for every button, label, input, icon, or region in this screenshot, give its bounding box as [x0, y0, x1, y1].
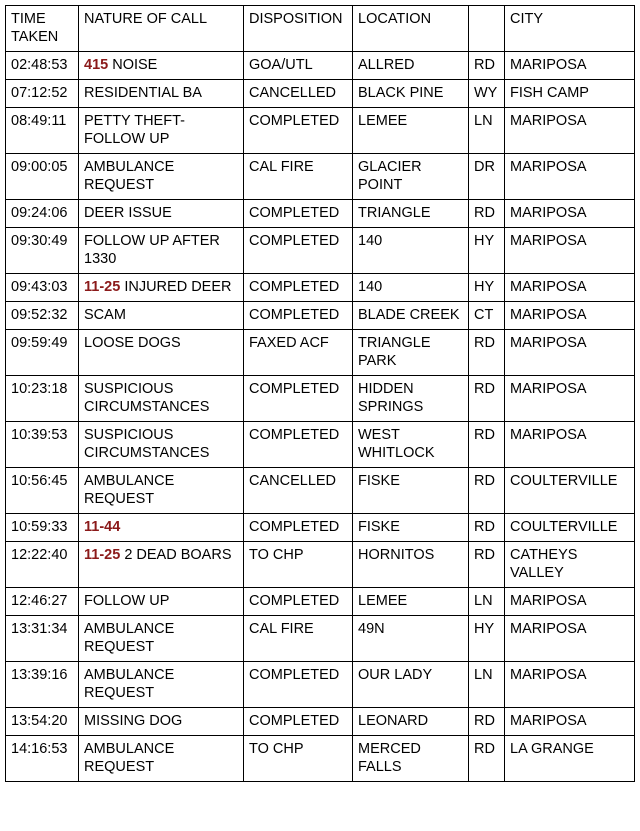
- cell-disposition: COMPLETED: [244, 588, 353, 616]
- cell-location: OUR LADY: [353, 662, 469, 708]
- cell-nature-of-call: [79, 468, 244, 514]
- cell-city: MARIPOSA: [505, 274, 635, 302]
- table-row: [6, 588, 635, 616]
- cell-city: MARIPOSA: [505, 154, 635, 200]
- table-row: [6, 514, 635, 542]
- cell-time: 10:59:33: [6, 514, 79, 542]
- header-location: LOCATION: [353, 6, 469, 52]
- call-description: MISSING DOG: [84, 713, 183, 729]
- call-description: PETTY THEFT-FOLLOW UP: [84, 113, 185, 147]
- cell-location: HORNITOS: [353, 542, 469, 588]
- cell-time: 13:54:20: [6, 708, 79, 736]
- cell-street-type: HY: [469, 616, 505, 662]
- cell-street-type: LN: [469, 108, 505, 154]
- cell-location: LEMEE: [353, 108, 469, 154]
- cell-time: 02:48:53: [6, 52, 79, 80]
- header-time-taken: TIME TAKEN: [6, 6, 79, 52]
- cell-nature-of-call: [79, 80, 244, 108]
- table-row: [6, 200, 635, 228]
- cell-city: MARIPOSA: [505, 108, 635, 154]
- cell-disposition: COMPLETED: [244, 302, 353, 330]
- call-code: 415: [84, 57, 109, 73]
- cell-location: BLACK PINE: [353, 80, 469, 108]
- call-description: RESIDENTIAL BA: [84, 85, 202, 101]
- table-body: [6, 52, 635, 782]
- cell-street-type: RD: [469, 200, 505, 228]
- cell-location: TRIANGLE PARK: [353, 330, 469, 376]
- call-description: SCAM: [84, 307, 126, 323]
- call-description: SUSPICIOUS CIRCUMSTANCES: [84, 381, 210, 415]
- cell-street-type: RD: [469, 468, 505, 514]
- cell-city: MARIPOSA: [505, 200, 635, 228]
- cell-location: MERCED FALLS: [353, 736, 469, 782]
- header-disposition: DISPOSITION: [244, 6, 353, 52]
- call-code: 11-25: [84, 279, 121, 295]
- table-row: [6, 52, 635, 80]
- cell-time: 10:56:45: [6, 468, 79, 514]
- cell-time: 14:16:53: [6, 736, 79, 782]
- cell-nature-of-call: [79, 514, 244, 542]
- call-description: AMBULANCE REQUEST: [84, 473, 179, 507]
- cell-nature-of-call: [79, 302, 244, 330]
- table-row: [6, 422, 635, 468]
- call-description: NOISE: [108, 57, 158, 73]
- cell-location: FISKE: [353, 468, 469, 514]
- cell-disposition: COMPLETED: [244, 200, 353, 228]
- cell-time: 12:22:40: [6, 542, 79, 588]
- cell-location: 49N: [353, 616, 469, 662]
- cell-disposition: COMPLETED: [244, 662, 353, 708]
- cell-nature-of-call: [79, 616, 244, 662]
- call-description: FOLLOW UP: [84, 593, 170, 609]
- cell-nature-of-call: [79, 108, 244, 154]
- cell-time: 09:30:49: [6, 228, 79, 274]
- table-row: [6, 736, 635, 782]
- cell-street-type: RD: [469, 542, 505, 588]
- cell-street-type: LN: [469, 588, 505, 616]
- header-city: CITY: [505, 6, 635, 52]
- header-street-type: [469, 6, 505, 52]
- cell-nature-of-call: [79, 154, 244, 200]
- call-description: DEER ISSUE: [84, 205, 172, 221]
- table-row: [6, 542, 635, 588]
- cell-city: MARIPOSA: [505, 376, 635, 422]
- call-description: 2 DEAD BOARS: [120, 547, 232, 563]
- call-code: 11-25: [84, 547, 121, 563]
- cell-time: 09:24:06: [6, 200, 79, 228]
- call-log-table: [5, 5, 635, 782]
- cell-city: CATHEYS VALLEY: [505, 542, 635, 588]
- cell-time: 09:52:32: [6, 302, 79, 330]
- cell-location: LEMEE: [353, 588, 469, 616]
- cell-city: MARIPOSA: [505, 330, 635, 376]
- table-row: [6, 662, 635, 708]
- cell-street-type: WY: [469, 80, 505, 108]
- cell-disposition: COMPLETED: [244, 376, 353, 422]
- table-row: [6, 616, 635, 662]
- table-row: [6, 708, 635, 736]
- cell-city: COULTERVILLE: [505, 514, 635, 542]
- cell-location: 140: [353, 228, 469, 274]
- cell-location: BLADE CREEK: [353, 302, 469, 330]
- table-row: [6, 330, 635, 376]
- cell-nature-of-call: [79, 376, 244, 422]
- cell-nature-of-call: [79, 708, 244, 736]
- cell-time: 10:23:18: [6, 376, 79, 422]
- cell-city: MARIPOSA: [505, 52, 635, 80]
- call-description: AMBULANCE REQUEST: [84, 741, 179, 775]
- cell-time: 09:59:49: [6, 330, 79, 376]
- cell-time: 09:00:05: [6, 154, 79, 200]
- cell-location: TRIANGLE: [353, 200, 469, 228]
- cell-disposition: CANCELLED: [244, 80, 353, 108]
- header-nature-of-call: NATURE OF CALL: [79, 6, 244, 52]
- table-row: [6, 302, 635, 330]
- cell-time: 12:46:27: [6, 588, 79, 616]
- call-description: AMBULANCE REQUEST: [84, 667, 179, 701]
- call-description: INJURED DEER: [120, 279, 232, 295]
- cell-street-type: CT: [469, 302, 505, 330]
- cell-disposition: CANCELLED: [244, 468, 353, 514]
- cell-time: 08:49:11: [6, 108, 79, 154]
- call-description: AMBULANCE REQUEST: [84, 159, 179, 193]
- cell-disposition: COMPLETED: [244, 228, 353, 274]
- table-row: [6, 108, 635, 154]
- cell-nature-of-call: [79, 542, 244, 588]
- cell-location: GLACIER POINT: [353, 154, 469, 200]
- cell-location: 140: [353, 274, 469, 302]
- cell-nature-of-call: [79, 422, 244, 468]
- cell-nature-of-call: [79, 52, 244, 80]
- cell-city: MARIPOSA: [505, 662, 635, 708]
- cell-street-type: HY: [469, 274, 505, 302]
- cell-time: 09:43:03: [6, 274, 79, 302]
- table-row: [6, 376, 635, 422]
- cell-nature-of-call: [79, 274, 244, 302]
- table-row: [6, 80, 635, 108]
- cell-location: WEST WHITLOCK: [353, 422, 469, 468]
- cell-city: FISH CAMP: [505, 80, 635, 108]
- cell-location: FISKE: [353, 514, 469, 542]
- cell-location: HIDDEN SPRINGS: [353, 376, 469, 422]
- table-row: [6, 274, 635, 302]
- cell-disposition: CAL FIRE: [244, 616, 353, 662]
- call-description: LOOSE DOGS: [84, 335, 181, 351]
- cell-time: 13:39:16: [6, 662, 79, 708]
- table-row: [6, 468, 635, 514]
- cell-city: COULTERVILLE: [505, 468, 635, 514]
- cell-disposition: CAL FIRE: [244, 154, 353, 200]
- call-description: FOLLOW UP AFTER 1330: [84, 233, 224, 267]
- cell-disposition: COMPLETED: [244, 514, 353, 542]
- cell-disposition: COMPLETED: [244, 708, 353, 736]
- cell-time: 07:12:52: [6, 80, 79, 108]
- cell-nature-of-call: [79, 228, 244, 274]
- cell-disposition: GOA/UTL: [244, 52, 353, 80]
- cell-time: 13:31:34: [6, 616, 79, 662]
- call-description: AMBULANCE REQUEST: [84, 621, 179, 655]
- cell-disposition: TO CHP: [244, 542, 353, 588]
- table-row: [6, 154, 635, 200]
- cell-city: MARIPOSA: [505, 422, 635, 468]
- cell-disposition: COMPLETED: [244, 274, 353, 302]
- cell-city: MARIPOSA: [505, 708, 635, 736]
- call-description: SUSPICIOUS CIRCUMSTANCES: [84, 427, 210, 461]
- cell-street-type: RD: [469, 514, 505, 542]
- cell-location: LEONARD: [353, 708, 469, 736]
- cell-city: MARIPOSA: [505, 228, 635, 274]
- cell-nature-of-call: [79, 588, 244, 616]
- call-code: 11-44: [84, 519, 121, 535]
- cell-street-type: RD: [469, 330, 505, 376]
- cell-city: MARIPOSA: [505, 302, 635, 330]
- cell-street-type: RD: [469, 736, 505, 782]
- cell-nature-of-call: [79, 330, 244, 376]
- cell-nature-of-call: [79, 736, 244, 782]
- cell-disposition: FAXED ACF: [244, 330, 353, 376]
- cell-street-type: HY: [469, 228, 505, 274]
- cell-street-type: DR: [469, 154, 505, 200]
- cell-nature-of-call: [79, 200, 244, 228]
- cell-location: ALLRED: [353, 52, 469, 80]
- cell-street-type: RD: [469, 52, 505, 80]
- cell-time: 10:39:53: [6, 422, 79, 468]
- cell-street-type: LN: [469, 662, 505, 708]
- cell-disposition: COMPLETED: [244, 108, 353, 154]
- cell-disposition: COMPLETED: [244, 422, 353, 468]
- cell-street-type: RD: [469, 708, 505, 736]
- cell-city: MARIPOSA: [505, 588, 635, 616]
- table-row: [6, 228, 635, 274]
- header-row: [6, 6, 635, 52]
- cell-city: LA GRANGE: [505, 736, 635, 782]
- cell-nature-of-call: [79, 662, 244, 708]
- cell-street-type: RD: [469, 422, 505, 468]
- cell-street-type: RD: [469, 376, 505, 422]
- cell-disposition: TO CHP: [244, 736, 353, 782]
- cell-city: MARIPOSA: [505, 616, 635, 662]
